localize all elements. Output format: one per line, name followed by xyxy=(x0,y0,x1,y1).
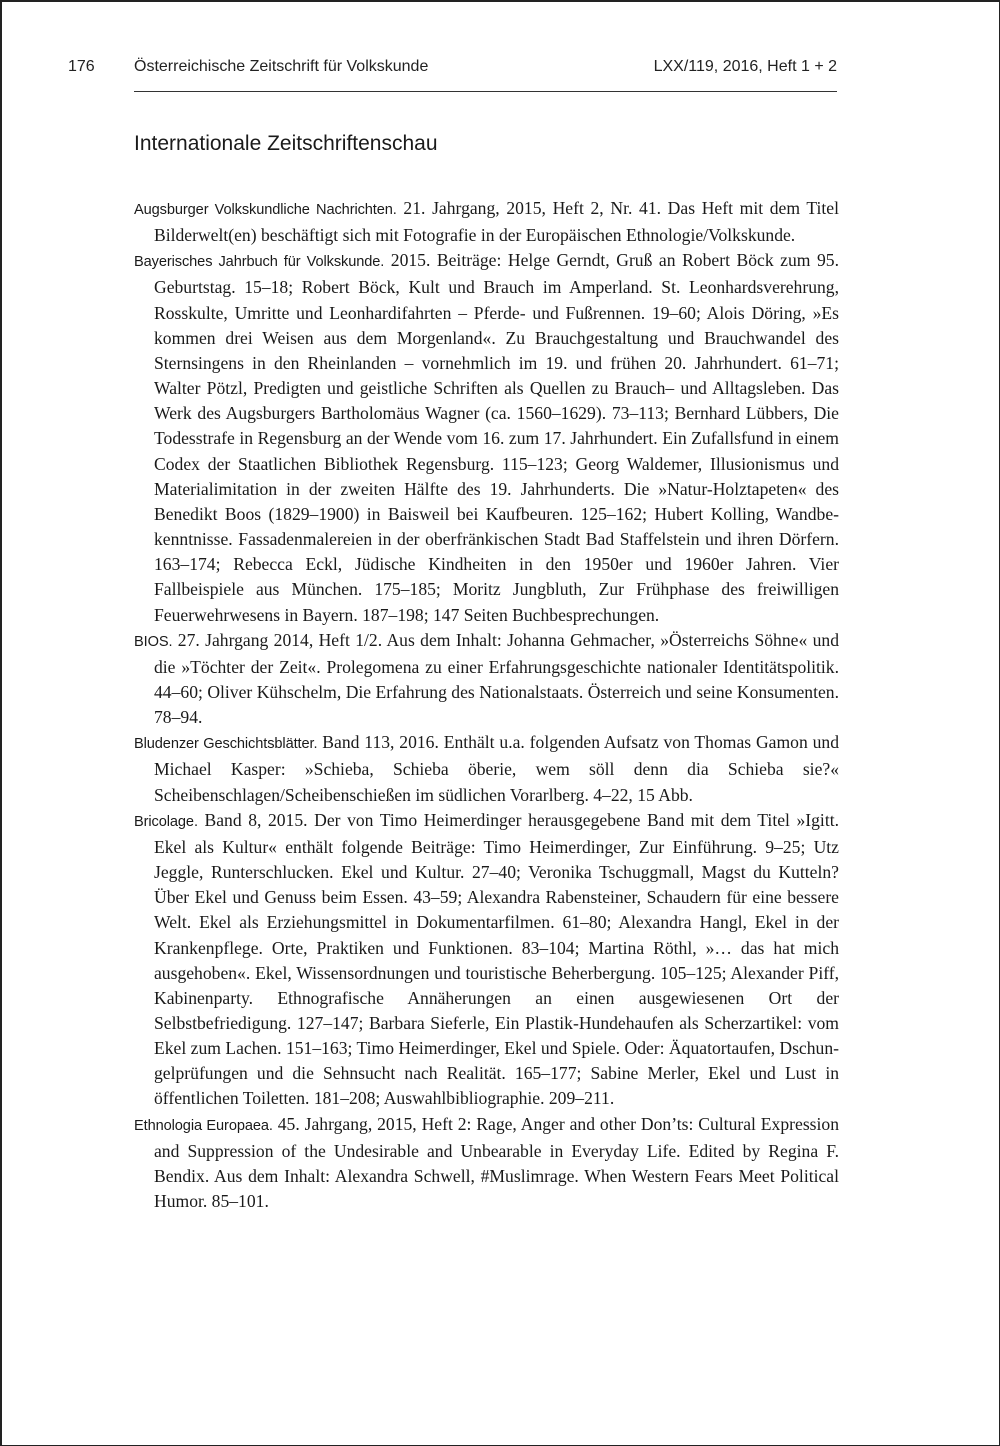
entry-list xyxy=(134,196,839,1214)
entry-journal-name: Augsburger Volkskundliche Nachrichten. xyxy=(134,202,397,218)
issue-info: LXX/119, 2016, Heft 1 + 2 xyxy=(653,58,837,75)
journal-title: Österreichische Zeitschrift für Volkskunde xyxy=(134,58,429,75)
entry-bayerisches xyxy=(134,248,839,627)
entry-bricolage xyxy=(134,808,839,1112)
entry-bios xyxy=(134,628,839,731)
entry-text: 2015. Beiträge: Helge Gerndt, Gruß an Robert Böck zum 95. Geburtstag. 15–18; Robert Böck, Kult und Brauch im Amperland. St. Leonhardsverehrung, Rosskulte, Umritte und Leonhardifahrten – Pferde- und Fußrennen. 19–60; Alois Döring, »Es kommen drei Weisen aus dem Morgenland«. Zu Brauchgestaltung und Brauchwandel des Sternsingens in den Rheinlanden – vornehmlich im 19. und frühen 20. Jahrhundert. 61–71; Walter Pötzl, Predigten und geistliche Schriften als Quellen zu Brauch– und Alltagsleben. Das Werk des Augsburgers Bartholomäus Wagner (ca. 1560–1629). 73–113; Bernhard Lübbers, Die Todesstrafe in Regensburg an der Wende vom 16. zum 17. Jahrhundert. Ein Zufallsfund in einem Codex der Staatlichen Bibliothek Regensburg. 115–123; Georg Waldemer, Illusionismus und Materialimitation in der zweiten Hälfte des 19. Jahrhunderts. Die »Natur-Holztapeten« des Benedikt Boos (1829–1900) in Baisweil bei Kaufbeuren. 125–162; Hubert Kolling, Wandbekenntnisse. Fassadenmalereien in der oberfränkischen Stadt Bad Staffelstein und ihren Dörfern. 163–174; Rebecca Eckl, Jüdische Kindheiten in den 1950er und 1960er Jahren. Vier Fallbeispiele aus München. 175–185; Moritz Jungbluth, Zur Frühphase des freiwilligen Feuerwehrwesens in Bayern. 187–198; 147 Seiten Buchbesprechungen. xyxy=(154,250,839,625)
page-number: 176 xyxy=(68,58,95,75)
entry-augsburger xyxy=(134,196,839,248)
header-rule xyxy=(134,91,837,92)
entry-journal-name: Bricolage. xyxy=(134,813,198,830)
section-title: Internationale Zeitschriftenschau xyxy=(134,132,438,155)
entry-journal-name: BIOS. xyxy=(134,633,173,650)
entry-journal-name: Bludenzer Geschichtsblätter. xyxy=(134,736,318,753)
entry-journal-name: Ethnologia Europaea. xyxy=(134,1117,273,1134)
entry-text: 27. Jahrgang 2014, Heft 1/2. Aus dem Inhalt: Johanna Gehmacher, »Österreichs Söhne« und die »Töchter der Zeit«. Prolegomena zu einer Erfahrungsgeschichte nationaler Identitätspolitik. 44–60; Oliver Kühschelm, Die Erfahrung des Nationalstaats. Österreich und seine Konsumenten. 78–94. xyxy=(154,629,839,728)
entry-journal-name: Bayerisches Jahrbuch für Volkskunde. xyxy=(134,254,385,271)
entry-ethnologia-europaea xyxy=(134,1112,839,1215)
entry-text: 21. Jahrgang, 2015, Heft 2, Nr. 41. Das Heft mit dem Titel Bilderwelt(en) beschäftigt sich mit Fotografie in der Europäischen Ethnologie/Volkskunde. xyxy=(154,198,839,246)
entry-text: Band 113, 2016. Enthält u.a. folgenden Aufsatz von Thomas Gamon und Michael Kasper: »Schieba, Schieba öberie, wem söll denn dia Schieba sie?« Scheibenschlagen/Scheibenschießen im südlichen Vorarlberg. 4–22, 15 Abb. xyxy=(154,732,839,805)
entry-bludenzer xyxy=(134,730,839,807)
entry-text: 45. Jahrgang, 2015, Heft 2: Rage, Anger and other Don’ts: Cultural Expression and Suppression of the Undesirable and Unbearable in Everyday Life. Edited by Regina F. Bendix. Aus dem Inhalt: Alexandra Schwell, #Muslimrage. When Western Fears Meet Political Humor. 85–101. xyxy=(154,1113,839,1212)
entry-text: Band 8, 2015. Der von Timo Heimerdinger herausgegebene Band mit dem Titel »Igitt. Ekel als Kultur« enthält folgende Beiträge: Timo Heimerdinger, Zur Einführung. 9–25; Utz Jeggle, Runterschlucken. Ekel und Kultur. 27–40; Veronika Tschuggmall, Magst du Kutteln? Über Ekel und Genuss beim Essen. 43–59; Alexandra Rabensteiner, Schaudern für eine bessere Welt. Ekel als Erziehungsmittel in Dokumentarfilmen. 61–80; Alexandra Hangl, Ekel in der Krankenpflege. Orte, Praktiken und Funktionen. 83–104; Martina Röthl, »… das hat mich ausgehoben«. Ekel, Wissensordnungen und touristische Beherbergung. 105–125; Alexander Piff, Kabinenparty. Ethnografische Annäherungen an einen ausgewiesenen Ort der Selbstbefriedigung. 127–147; Barbara Sieferle, Ein Plastik-Hundehaufen als Scherzartikel: vom Ekel zum Lachen. 151–163; Timo Heimerdinger, Ekel und Spiele. Oder: Äquatortaufen, Dschungelprüfungen und die Sehnsucht nach Realität. 165–177; Sabine Merler, Ekel und Lust in öffentlichen Toiletten. 181–208; Auswahlbibliographie. 209–211. xyxy=(154,809,839,1109)
running-head xyxy=(2,58,1000,82)
